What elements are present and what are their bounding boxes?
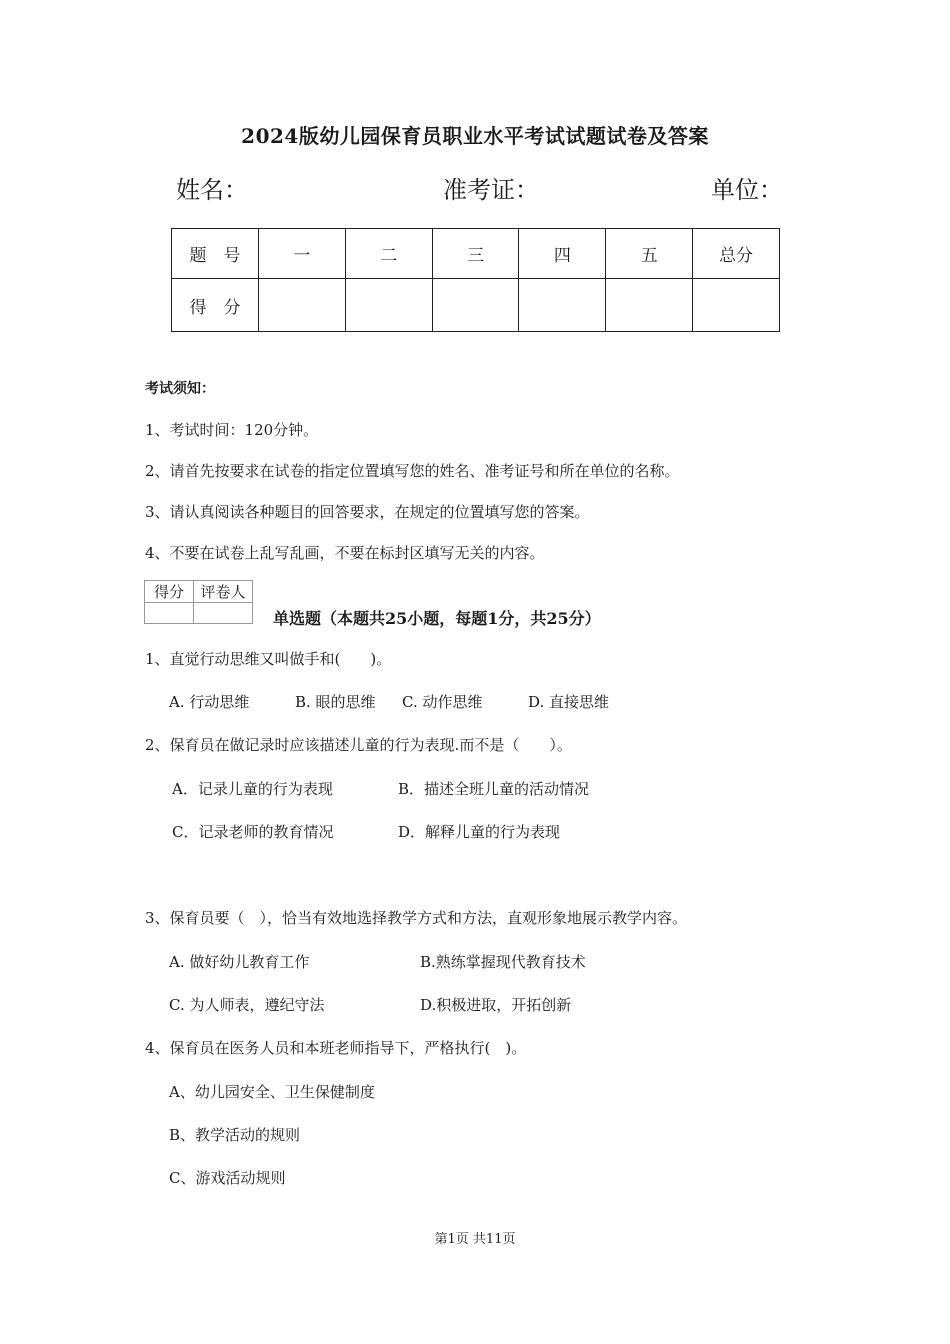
notice-item: 3、请认真阅读各种题目的回答要求，在规定的位置填写您的答案。 bbox=[145, 503, 590, 521]
grader-score-cell[interactable] bbox=[145, 603, 194, 624]
section-title: 单选题（本题共25小题，每题1分，共25分） bbox=[273, 609, 601, 628]
option: C．记录老师的教育情况 bbox=[172, 823, 334, 841]
grader-name-label: 评卷人 bbox=[194, 581, 253, 603]
header-cell-total: 总分 bbox=[693, 229, 780, 279]
header-cell-3: 三 bbox=[432, 229, 519, 279]
option: B.熟练掌握现代教育技术 bbox=[420, 953, 586, 971]
score-cell-4[interactable] bbox=[519, 279, 606, 332]
option: D．解释儿童的行为表现 bbox=[398, 823, 561, 841]
header-cell-question-no: 题 号 bbox=[172, 229, 259, 279]
grader-name-cell[interactable] bbox=[194, 603, 253, 624]
page-footer: 第1页 共11页 bbox=[434, 1232, 516, 1247]
score-cell-2[interactable] bbox=[345, 279, 432, 332]
option: A. 做好幼儿教育工作 bbox=[169, 953, 310, 971]
header-cell-2: 二 bbox=[345, 229, 432, 279]
notice-heading: 考试须知： bbox=[145, 381, 215, 397]
score-table-score-row bbox=[172, 279, 780, 332]
name-field-label: 姓名： bbox=[176, 176, 248, 204]
grader-score-label: 得分 bbox=[145, 581, 194, 603]
question-stem: 1、直觉行动思维又叫做手和( )。 bbox=[145, 650, 392, 668]
score-cell-3[interactable] bbox=[432, 279, 519, 332]
option: C. 动作思维 bbox=[402, 693, 483, 711]
header-cell-4: 四 bbox=[519, 229, 606, 279]
option: B、教学活动的规则 bbox=[169, 1126, 301, 1144]
option: A．记录儿童的行为表现 bbox=[172, 780, 333, 798]
option: B. 眼的思维 bbox=[295, 693, 376, 711]
question-stem: 4、保育员在医务人员和本班老师指导下，严格执行( )。 bbox=[145, 1039, 527, 1057]
question-stem: 2、保育员在做记录时应该描述儿童的行为表现.而不是（ ）。 bbox=[145, 736, 572, 754]
question-stem: 3、保育员要（ ），恰当有效地选择教学方式和方法，直观形象地展示教学内容。 bbox=[145, 909, 688, 927]
notice-item: 4、不要在试卷上乱写乱画，不要在标封区填写无关的内容。 bbox=[145, 544, 545, 562]
score-table-header-row bbox=[172, 229, 780, 279]
option: C、游戏活动规则 bbox=[169, 1169, 286, 1187]
unit-field-label: 单位： bbox=[711, 176, 783, 204]
notice-item: 2、请首先按要求在试卷的指定位置填写您的姓名、准考证号和所在单位的名称。 bbox=[145, 462, 680, 480]
document-title: 2024版幼儿园保育员职业水平考试试题试卷及答案 bbox=[241, 124, 709, 148]
option: B．描述全班儿童的活动情况 bbox=[398, 780, 590, 798]
score-cell-total[interactable] bbox=[693, 279, 780, 332]
grader-box bbox=[144, 580, 253, 624]
option: D.积极进取，开拓创新 bbox=[420, 996, 572, 1014]
option: D. 直接思维 bbox=[528, 693, 610, 711]
score-table bbox=[171, 228, 780, 332]
option: C. 为人师表，遵纪守法 bbox=[169, 996, 325, 1014]
option: A. 行动思维 bbox=[169, 693, 250, 711]
score-cell-5[interactable] bbox=[606, 279, 693, 332]
notice-item: 1、考试时间：120分钟。 bbox=[145, 421, 319, 439]
header-cell-1: 一 bbox=[259, 229, 346, 279]
score-row-label: 得 分 bbox=[172, 279, 259, 332]
header-cell-5: 五 bbox=[606, 229, 693, 279]
exam-id-field-label: 准考证： bbox=[443, 176, 539, 204]
score-cell-1[interactable] bbox=[259, 279, 346, 332]
option: A、幼儿园安全、卫生保健制度 bbox=[169, 1083, 375, 1101]
